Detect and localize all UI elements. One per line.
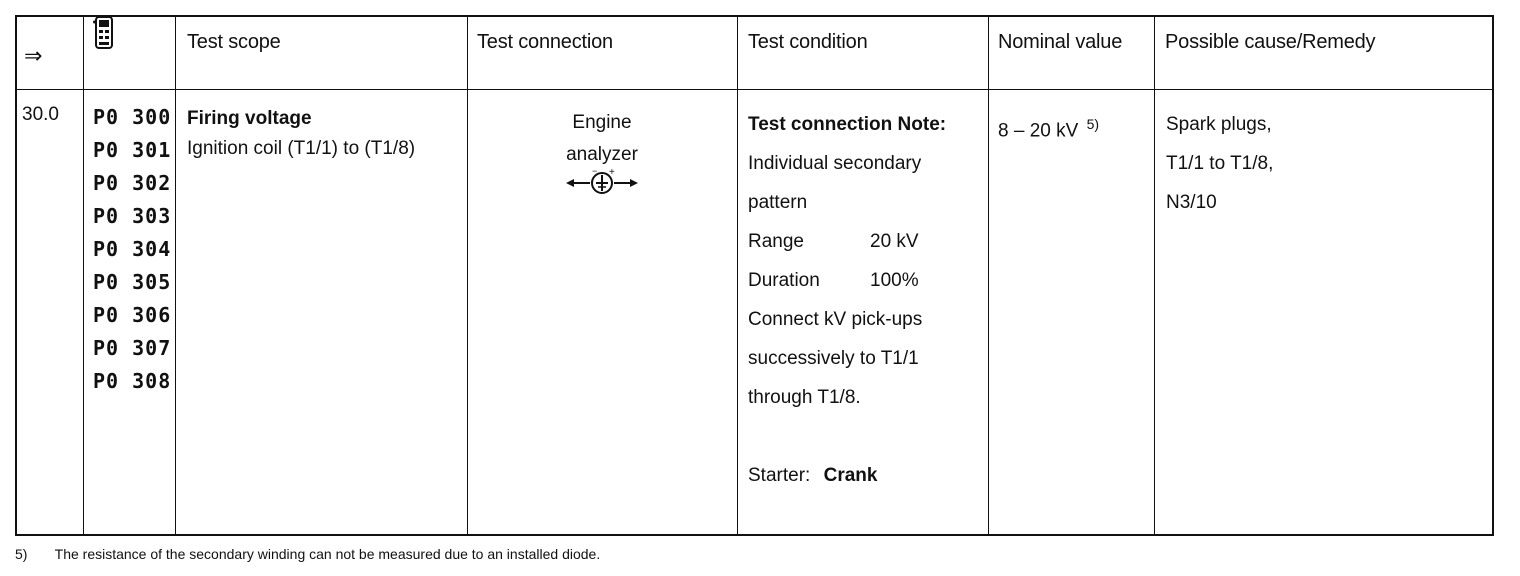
- fault-code: P0 306: [93, 303, 172, 327]
- footnote-ref: 5): [1086, 116, 1100, 132]
- test-scope-title: Firing voltage: [187, 108, 312, 129]
- range-row: [748, 222, 946, 261]
- duration-row: [748, 261, 946, 300]
- test-scope-cell: [187, 102, 415, 162]
- duration-label: Duration: [748, 270, 820, 291]
- test-scope-header: Test scope: [187, 31, 281, 53]
- fault-code: P0 305: [93, 270, 172, 294]
- step-arrow-header: ⇒: [24, 43, 43, 68]
- nominal-value-header: Nominal value: [998, 31, 1123, 53]
- handheld-tester-icon: [93, 16, 115, 56]
- fault-code: P0 307: [93, 336, 172, 360]
- svg-text:+: +: [609, 168, 615, 178]
- condition-text: successively to T1/1: [748, 348, 919, 369]
- test-connection-cell: [467, 104, 737, 212]
- fault-code-list: [93, 101, 171, 398]
- engine-analyzer-icon: [467, 168, 737, 212]
- starter-label: Starter:: [748, 465, 811, 486]
- starter-value: Crank: [823, 465, 878, 486]
- condition-text: Individual secondary: [748, 153, 922, 174]
- step-number: 30.0: [22, 104, 59, 125]
- column-divider: [175, 17, 176, 534]
- engine-label: Engine: [572, 112, 632, 133]
- duration-value: 100%: [870, 270, 919, 291]
- condition-title: Test connection Note:: [748, 114, 947, 135]
- possible-cause-cell: [1166, 105, 1273, 222]
- test-condition-header: Test condition: [748, 31, 868, 53]
- condition-text: through T1/8.: [748, 387, 861, 408]
- column-divider: [467, 17, 468, 534]
- footnote-text: The resistance of the secondary winding can not be measured due to an installed diode.: [54, 546, 601, 562]
- range-label: Range: [748, 231, 804, 252]
- test-connection-header: Test connection: [477, 31, 613, 53]
- nominal-value-cell: [998, 105, 1099, 150]
- column-divider: [1154, 17, 1155, 534]
- fault-code: P0 304: [93, 237, 172, 261]
- svg-text:−: −: [592, 168, 598, 176]
- footnote: [15, 546, 600, 562]
- fault-code: P0 302: [93, 171, 172, 195]
- analyzer-label: analyzer: [566, 144, 638, 165]
- range-value: 20 kV: [870, 231, 919, 252]
- footnote-number: 5): [15, 546, 28, 562]
- diagnostic-test-table: [15, 15, 1494, 536]
- fault-code: P0 301: [93, 138, 172, 162]
- test-scope-detail: Ignition coil (T1/1) to (T1/8): [187, 138, 416, 159]
- fault-code: P0 308: [93, 369, 172, 393]
- fault-code: P0 300: [93, 105, 172, 129]
- condition-text: pattern: [748, 192, 808, 213]
- condition-text: Connect kV pick-ups: [748, 309, 923, 330]
- header-divider: [17, 89, 1492, 90]
- possible-cause-header: Possible cause/Remedy: [1165, 31, 1376, 53]
- nominal-value: 8 – 20 kV: [998, 120, 1079, 142]
- test-condition-cell: [748, 105, 946, 495]
- starter-row: [748, 456, 946, 495]
- column-divider: [737, 17, 738, 534]
- column-divider: [988, 17, 989, 534]
- column-divider: [83, 17, 84, 534]
- cause-text: Spark plugs,: [1166, 114, 1272, 135]
- fault-code: P0 303: [93, 204, 172, 228]
- cause-text: T1/1 to T1/8,: [1166, 153, 1274, 174]
- cause-text: N3/10: [1166, 192, 1217, 213]
